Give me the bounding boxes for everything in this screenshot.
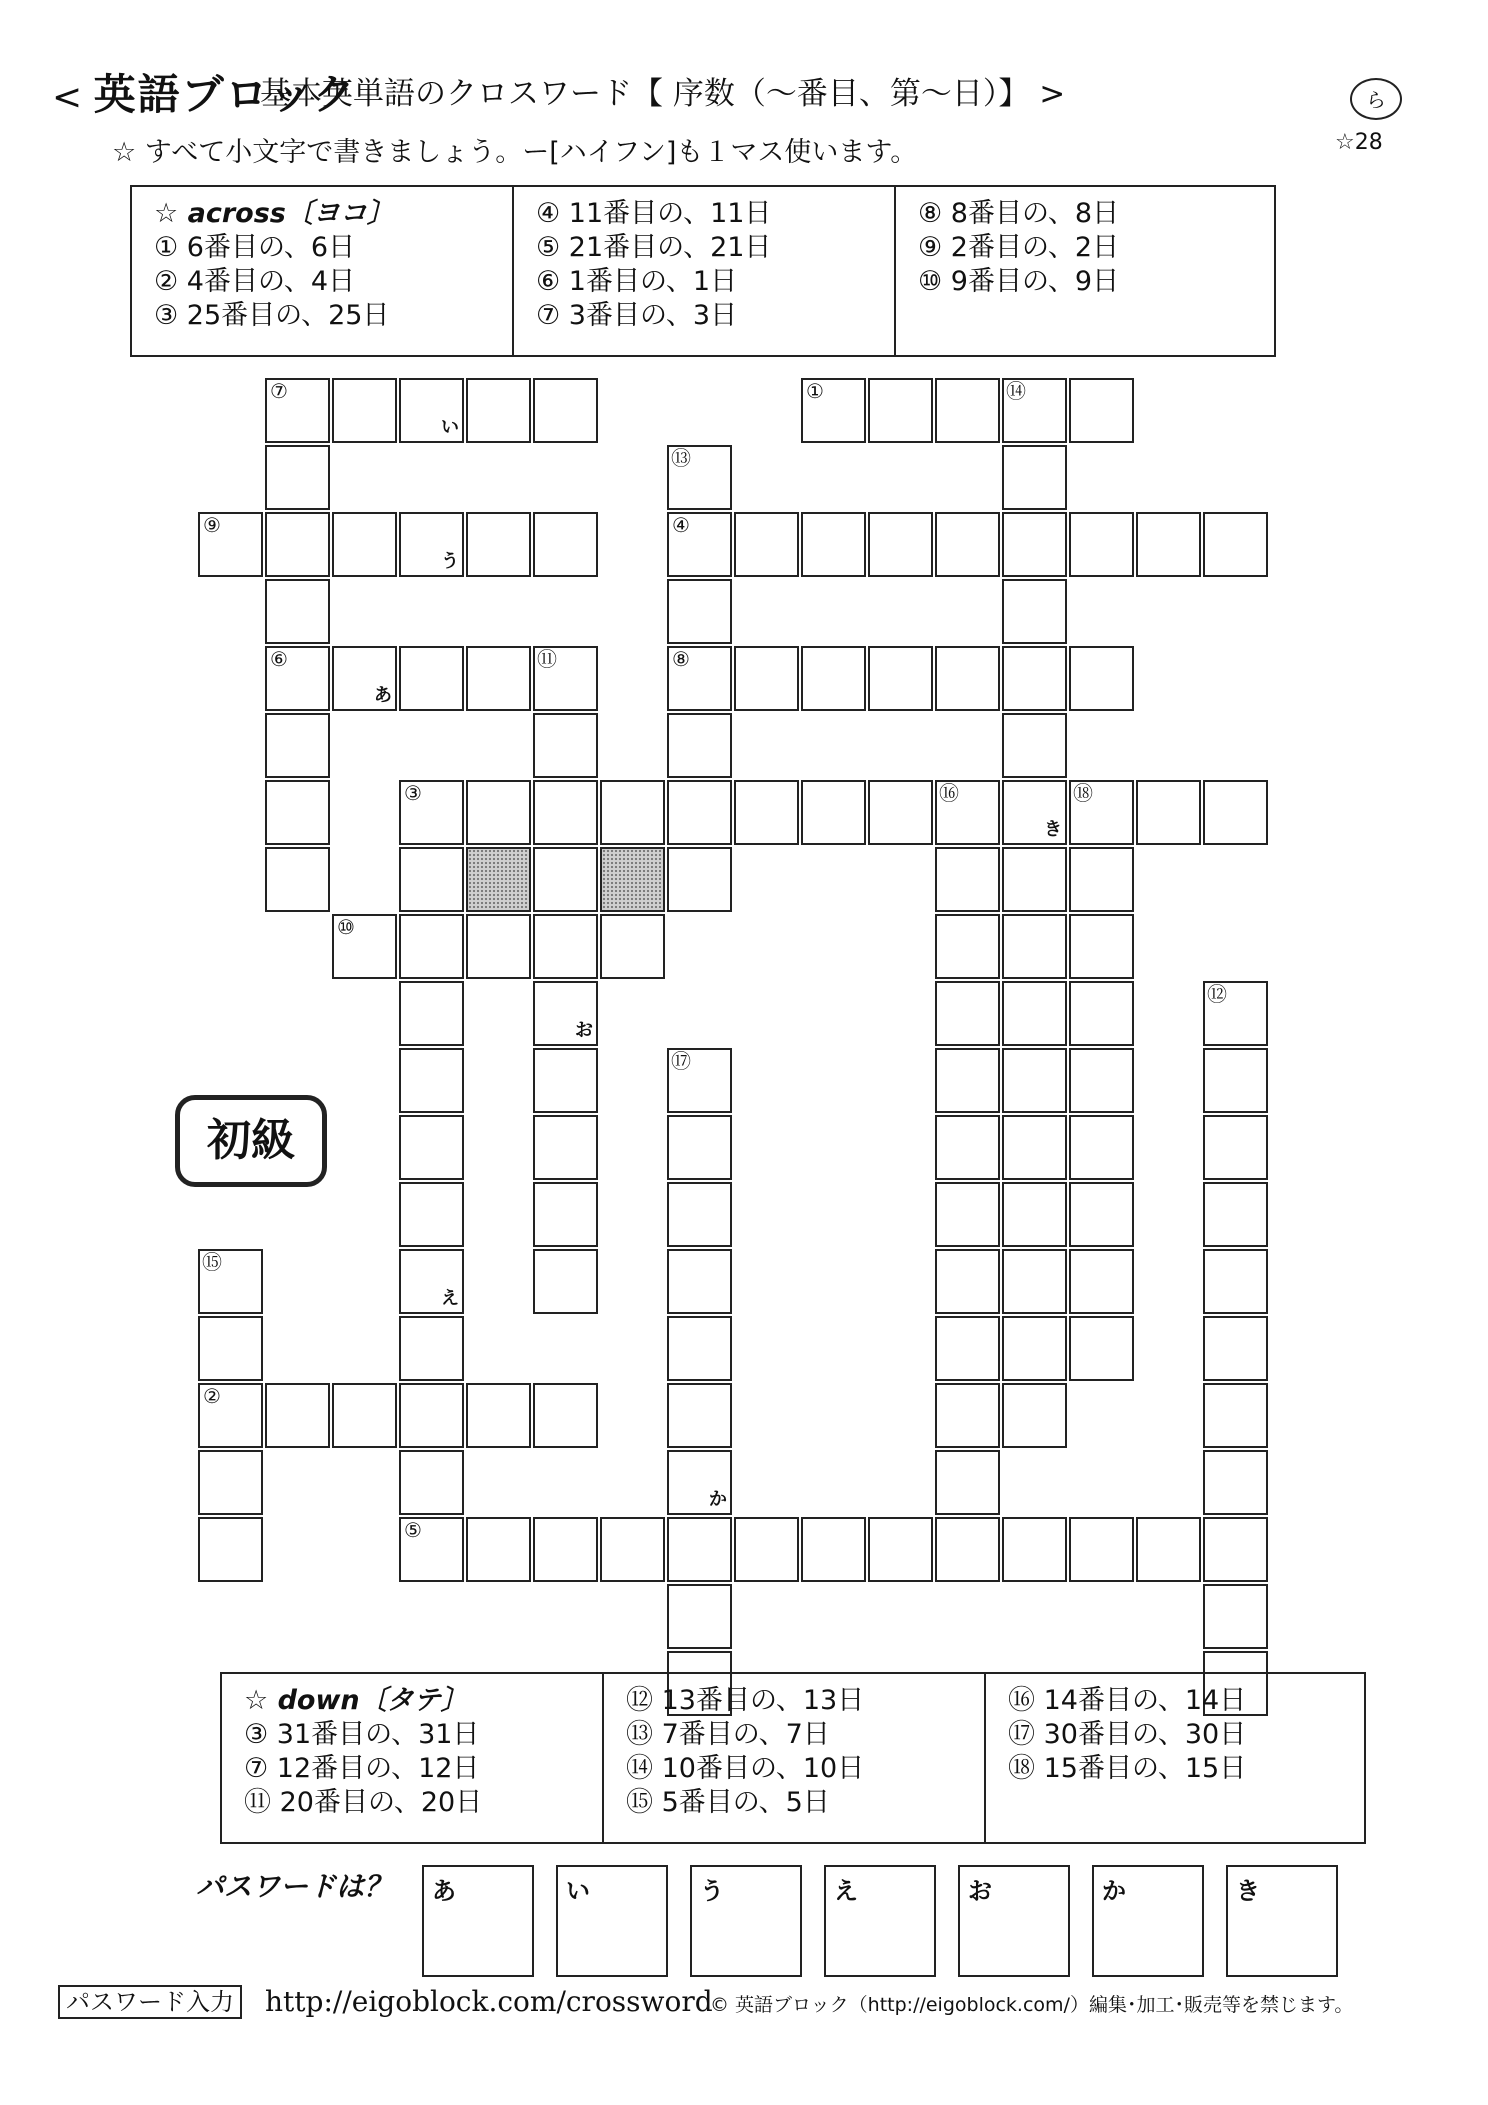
- across-clue-1: ① 6番目の、6日: [154, 232, 356, 263]
- password-mark: き: [1044, 819, 1062, 840]
- crossword-cell[interactable]: [1203, 981, 1268, 1046]
- crossword-cell[interactable]: [265, 378, 330, 443]
- crossword-cell[interactable]: [868, 780, 933, 845]
- crossword-cell[interactable]: [1069, 1182, 1134, 1247]
- crossword-cell[interactable]: [1203, 1383, 1268, 1448]
- crossword-cell[interactable]: [332, 646, 397, 711]
- crossword-cell[interactable]: [198, 1249, 263, 1314]
- password-input-link[interactable]: パスワード入力: [58, 1985, 242, 2019]
- clue-number-14: ⑭: [1006, 379, 1026, 403]
- crossword-cell[interactable]: [1136, 1517, 1201, 1582]
- crossword-cell[interactable]: [265, 445, 330, 510]
- password-box-ka[interactable]: か: [1092, 1865, 1204, 1977]
- crossword-cell[interactable]: [667, 579, 732, 644]
- crossword-cell[interactable]: [399, 981, 464, 1046]
- crossword-cell[interactable]: [667, 445, 732, 510]
- crossword-cell[interactable]: [935, 1316, 1000, 1381]
- password-label: パスワードは？: [196, 1870, 393, 1903]
- crossword-cell[interactable]: [1069, 1249, 1134, 1314]
- crossword-cell[interactable]: [1002, 1115, 1067, 1180]
- crossword-cell[interactable]: [265, 1383, 330, 1448]
- crossword-cell[interactable]: [667, 1517, 732, 1582]
- crossword-cell[interactable]: [935, 1517, 1000, 1582]
- crossword-cell[interactable]: [935, 1249, 1000, 1314]
- crossword-cell[interactable]: [667, 1316, 732, 1381]
- password-box-e[interactable]: え: [824, 1865, 936, 1977]
- crossword-cell[interactable]: [734, 780, 799, 845]
- crossword-cell[interactable]: [1203, 1450, 1268, 1515]
- crossword-cell[interactable]: [265, 847, 330, 912]
- crossword-cell[interactable]: [533, 981, 598, 1046]
- crossword-cell[interactable]: [198, 1450, 263, 1515]
- crossword-cell[interactable]: [466, 914, 531, 979]
- brand-logo-text: 英語ブロック: [93, 70, 357, 119]
- crossword-cell[interactable]: [399, 646, 464, 711]
- down-clue-13: ⑬ 7番目の、7日: [626, 1719, 830, 1750]
- crossword-cell[interactable]: [868, 646, 933, 711]
- crossword-cell[interactable]: [935, 847, 1000, 912]
- down-clue-12: ⑫ 13番目の、13日: [626, 1685, 865, 1716]
- crossword-cell[interactable]: [1002, 1316, 1067, 1381]
- password-box-u[interactable]: う: [690, 1865, 802, 1977]
- crossword-cell[interactable]: [198, 1316, 263, 1381]
- crossword-cell[interactable]: [466, 512, 531, 577]
- open-bracket: <: [52, 77, 83, 118]
- crossword-cell[interactable]: [533, 512, 598, 577]
- clue-number-16: ⑯: [939, 781, 959, 805]
- crossword-cell[interactable]: [332, 914, 397, 979]
- crossword-cell[interactable]: [399, 1182, 464, 1247]
- crossword-cell[interactable]: [1069, 914, 1134, 979]
- crossword-cell[interactable]: [399, 378, 464, 443]
- crossword-cell[interactable]: [734, 512, 799, 577]
- crossword-cell[interactable]: [198, 1383, 263, 1448]
- crossword-cell[interactable]: [1203, 1182, 1268, 1247]
- down-clues-box: [220, 1672, 1366, 1844]
- crossword-cell[interactable]: [1002, 914, 1067, 979]
- crossword-cell[interactable]: [533, 646, 598, 711]
- crossword-cell[interactable]: [1002, 579, 1067, 644]
- crossword-cell[interactable]: [533, 378, 598, 443]
- crossword-cell[interactable]: [399, 1450, 464, 1515]
- crossword-cell[interactable]: [1069, 1316, 1134, 1381]
- crossword-cell[interactable]: [1002, 1048, 1067, 1113]
- clue-number-4: ④: [672, 513, 690, 537]
- down-clue-18: ⑱ 15番目の、15日: [1008, 1753, 1247, 1784]
- clue-number-9: ⑨: [203, 513, 221, 537]
- crossword-cell[interactable]: [868, 378, 933, 443]
- crossword-cell[interactable]: [1002, 512, 1067, 577]
- down-clue-16: ⑯ 14番目の、14日: [1008, 1685, 1247, 1716]
- instruction-note: ☆ すべて小文字で書きましょう。ー[ハイフン]も１マス使います。: [112, 137, 918, 168]
- crossword-cell[interactable]: [1069, 1115, 1134, 1180]
- across-clue-4: ④ 11番目の、11日: [536, 198, 772, 229]
- crossword-cell[interactable]: [399, 847, 464, 912]
- clue-number-5: ⑤: [404, 1518, 422, 1542]
- crossword-cell[interactable]: [667, 1182, 732, 1247]
- crossword-cell[interactable]: [868, 512, 933, 577]
- crossword-cell[interactable]: [1203, 512, 1268, 577]
- crossword-cell[interactable]: [600, 914, 665, 979]
- crossword-cell[interactable]: [533, 847, 598, 912]
- crossword-cell[interactable]: [332, 512, 397, 577]
- crossword-cell[interactable]: [399, 1517, 464, 1582]
- crossword-cell[interactable]: [1002, 1182, 1067, 1247]
- crossword-cell[interactable]: [1002, 713, 1067, 778]
- crossword-cell[interactable]: [1203, 1584, 1268, 1649]
- worksheet-subtitle: 基本英単語のクロスワード【 序数（～番目、第～日）】 >: [260, 76, 1066, 112]
- clue-number-1: ①: [806, 379, 824, 403]
- down-heading: ☆ down〔タテ〕: [244, 1685, 468, 1716]
- crossword-cell[interactable]: [265, 579, 330, 644]
- crossword-cell[interactable]: [1002, 1517, 1067, 1582]
- crossword-cell[interactable]: [1069, 847, 1134, 912]
- crossword-cell[interactable]: [1002, 1249, 1067, 1314]
- password-box-a[interactable]: あ: [422, 1865, 534, 1977]
- down-clues-col-3: [986, 1674, 1360, 1842]
- crossword-cell[interactable]: [667, 1450, 732, 1515]
- across-clue-2: ② 4番目の、4日: [154, 266, 356, 297]
- crossword-cell[interactable]: [600, 1517, 665, 1582]
- crossword-cell[interactable]: [667, 512, 732, 577]
- crossword-cell[interactable]: [935, 1048, 1000, 1113]
- crossword-cell[interactable]: [1069, 780, 1134, 845]
- crossword-cell[interactable]: [399, 1048, 464, 1113]
- crossword-cell[interactable]: [935, 378, 1000, 443]
- crossword-cell[interactable]: [198, 1517, 263, 1582]
- crossword-cell[interactable]: [1002, 1383, 1067, 1448]
- crossword-cell[interactable]: [801, 378, 866, 443]
- crossword-cell[interactable]: [801, 646, 866, 711]
- crossword-cell[interactable]: [533, 1048, 598, 1113]
- crossword-cell[interactable]: [399, 914, 464, 979]
- crossword-cell[interactable]: [935, 1115, 1000, 1180]
- down-clues-col-2: [604, 1674, 986, 1842]
- crossword-cell[interactable]: [935, 981, 1000, 1046]
- password-box-o[interactable]: お: [958, 1865, 1070, 1977]
- crossword-cell[interactable]: [466, 646, 531, 711]
- down-clue-15: ⑮ 5番目の、5日: [626, 1787, 830, 1818]
- crossword-cell[interactable]: [466, 378, 531, 443]
- crossword-cell[interactable]: [935, 512, 1000, 577]
- clue-number-17: ⑰: [671, 1049, 691, 1073]
- down-clue-11: ⑪ 20番目の、20日: [244, 1787, 483, 1818]
- crossword-cell[interactable]: [533, 1249, 598, 1314]
- level-badge: 初級: [175, 1095, 327, 1187]
- clue-number-10: ⑩: [337, 915, 355, 939]
- across-clue-8: ⑧ 8番目の、8日: [918, 198, 1120, 229]
- crossword-cell[interactable]: [399, 512, 464, 577]
- puzzle-number: ☆28: [1335, 130, 1383, 155]
- crossword-cell[interactable]: [1002, 780, 1067, 845]
- crossword-cell[interactable]: [801, 1517, 866, 1582]
- crossword-cell[interactable]: [667, 1383, 732, 1448]
- copyright-notice: © 英語ブロック（http://eigoblock.com/）編集･加工･販売等を禁じます。: [710, 1994, 1354, 2016]
- crossword-cell[interactable]: [667, 847, 732, 912]
- crossword-cell[interactable]: [600, 780, 665, 845]
- password-mark: い: [441, 417, 459, 438]
- crossword-cell[interactable]: [667, 1048, 732, 1113]
- crossword-cell[interactable]: [198, 512, 263, 577]
- crossword-cell[interactable]: [265, 646, 330, 711]
- crossword-cell[interactable]: [1069, 646, 1134, 711]
- crossword-cell[interactable]: [399, 1316, 464, 1381]
- down-clues-col-1: [222, 1674, 604, 1842]
- crossword-cell[interactable]: [935, 1450, 1000, 1515]
- crossword-cell[interactable]: [1069, 1517, 1134, 1582]
- crossword-cell[interactable]: [1203, 1517, 1268, 1582]
- crossword-cell[interactable]: [1002, 847, 1067, 912]
- crossword-cell[interactable]: [265, 512, 330, 577]
- crossword-cell[interactable]: [1203, 1249, 1268, 1314]
- crossword-cell[interactable]: [466, 1517, 531, 1582]
- crossword-cell[interactable]: [935, 780, 1000, 845]
- crossword-cell[interactable]: [332, 378, 397, 443]
- crossword-cell[interactable]: [1069, 512, 1134, 577]
- crossword-cell[interactable]: [801, 780, 866, 845]
- across-clue-6: ⑥ 1番目の、1日: [536, 266, 738, 297]
- crossword-cell[interactable]: [399, 1115, 464, 1180]
- across-clue-7: ⑦ 3番目の、3日: [536, 300, 738, 331]
- down-clue-14: ⑭ 10番目の、10日: [626, 1753, 865, 1784]
- across-clue-10: ⑩ 9番目の、9日: [918, 266, 1120, 297]
- crossword-cell[interactable]: [1203, 1048, 1268, 1113]
- crossword-cell[interactable]: [868, 1517, 933, 1582]
- crossword-cell[interactable]: [533, 1383, 598, 1448]
- crossword-cell[interactable]: [1002, 378, 1067, 443]
- crossword-cell[interactable]: [667, 713, 732, 778]
- crossword-cell[interactable]: [1136, 780, 1201, 845]
- crossword-cell[interactable]: [533, 1115, 598, 1180]
- password-mark: え: [441, 1288, 459, 1309]
- clue-number-6: ⑥: [270, 647, 288, 671]
- crossword-cell[interactable]: [1203, 780, 1268, 845]
- password-mark: お: [575, 1020, 593, 1041]
- crossword-cell[interactable]: [935, 646, 1000, 711]
- crossword-cell[interactable]: [533, 1517, 598, 1582]
- password-box-ki[interactable]: き: [1226, 1865, 1338, 1977]
- crossword-cell[interactable]: [1069, 981, 1134, 1046]
- crossword-cell[interactable]: [935, 1383, 1000, 1448]
- crossword-cell[interactable]: [533, 914, 598, 979]
- clue-number-13: ⑬: [671, 446, 691, 470]
- crossword-cell[interactable]: [1136, 512, 1201, 577]
- across-clue-5: ⑤ 21番目の、21日: [536, 232, 772, 263]
- crossword-cell[interactable]: [399, 1249, 464, 1314]
- crossword-cell[interactable]: [667, 1249, 732, 1314]
- crossword-cell[interactable]: [1002, 646, 1067, 711]
- clue-number-18: ⑱: [1073, 781, 1093, 805]
- clue-number-11: ⑪: [537, 647, 557, 671]
- crossword-cell[interactable]: [667, 646, 732, 711]
- crossword-cell[interactable]: [1069, 378, 1134, 443]
- crossword-cell[interactable]: [801, 512, 866, 577]
- crossword-cell[interactable]: [399, 1383, 464, 1448]
- crossword-cell[interactable]: [265, 713, 330, 778]
- down-clue-7: ⑦ 12番目の、12日: [244, 1753, 480, 1784]
- crossword-cell[interactable]: [533, 1182, 598, 1247]
- clue-number-3: ③: [404, 781, 422, 805]
- crossword-cell[interactable]: [935, 1182, 1000, 1247]
- crossword-cell[interactable]: [734, 1517, 799, 1582]
- crossword-cell[interactable]: [667, 780, 732, 845]
- across-heading: ☆ across〔ヨコ〕: [154, 198, 394, 229]
- crossword-cell[interactable]: [667, 1115, 732, 1180]
- face-logo-icon: ら: [1350, 78, 1402, 120]
- across-clue-9: ⑨ 2番目の、2日: [918, 232, 1120, 263]
- crossword-cell[interactable]: [1069, 1048, 1134, 1113]
- crossword-cell-shaded: [600, 847, 665, 912]
- password-mark: う: [441, 551, 459, 572]
- crossword-cell[interactable]: [399, 780, 464, 845]
- crossword-cell-shaded: [466, 847, 531, 912]
- crossword-cell[interactable]: [1203, 1316, 1268, 1381]
- password-box-i[interactable]: い: [556, 1865, 668, 1977]
- crossword-cell[interactable]: [734, 646, 799, 711]
- clue-number-2: ②: [203, 1384, 221, 1408]
- crossword-url-link[interactable]: http://eigoblock.com/crossword: [265, 1985, 713, 2018]
- clue-number-7: ⑦: [270, 379, 288, 403]
- crossword-cell[interactable]: [1203, 1115, 1268, 1180]
- crossword-cell[interactable]: [667, 1584, 732, 1649]
- crossword-cell[interactable]: [332, 1383, 397, 1448]
- crossword-cell[interactable]: [1002, 445, 1067, 510]
- down-clue-17: ⑰ 30番目の、30日: [1008, 1719, 1247, 1750]
- crossword-cell[interactable]: [935, 914, 1000, 979]
- across-clue-3: ③ 25番目の、25日: [154, 300, 390, 331]
- crossword-cell[interactable]: [466, 780, 531, 845]
- clue-number-15: ⑮: [202, 1250, 222, 1274]
- crossword-cell[interactable]: [265, 780, 330, 845]
- clue-number-8: ⑧: [672, 647, 690, 671]
- clue-number-12: ⑫: [1207, 982, 1227, 1006]
- crossword-cell[interactable]: [533, 713, 598, 778]
- down-clue-3: ③ 31番目の、31日: [244, 1719, 480, 1750]
- crossword-cell[interactable]: [533, 780, 598, 845]
- password-mark: あ: [374, 685, 392, 706]
- crossword-cell[interactable]: [1002, 981, 1067, 1046]
- password-mark: か: [709, 1489, 727, 1510]
- crossword-cell[interactable]: [466, 1383, 531, 1448]
